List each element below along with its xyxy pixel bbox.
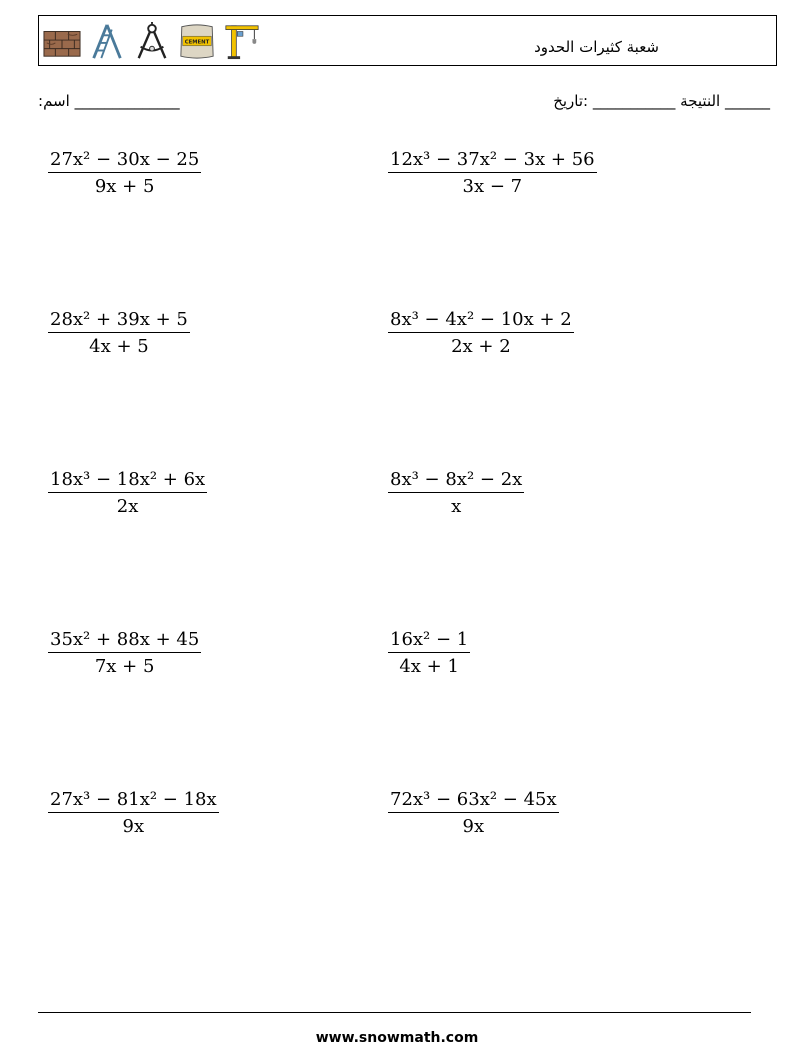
problem-denominator: 9x — [122, 816, 145, 837]
problem-numerator: 27x³ − 81x² − 18x — [48, 789, 219, 813]
date-label: :تاريخ — [553, 92, 589, 110]
problem-denominator: 7x + 5 — [94, 656, 155, 677]
worksheet-header — [38, 15, 777, 66]
date-score-field — [553, 92, 770, 110]
problem-denominator: 9x — [462, 816, 485, 837]
footer-divider — [38, 1012, 751, 1013]
cement-label: CEMENT — [184, 39, 210, 46]
problem-4 — [388, 309, 574, 357]
problem-numerator: 27x² − 30x − 25 — [48, 149, 201, 173]
problem-denominator: x — [451, 496, 462, 517]
problem-numerator: 8x³ − 8x² − 2x — [388, 469, 524, 493]
problem-10 — [388, 789, 559, 837]
problem-numerator: 12x³ − 37x² − 3x + 56 — [388, 149, 597, 173]
problem-7 — [48, 629, 201, 677]
date-blank: ______ — [725, 92, 770, 110]
problem-denominator: 4x + 5 — [89, 336, 149, 357]
problem-2 — [388, 149, 597, 197]
problem-numerator: 35x² + 88x + 45 — [48, 629, 201, 653]
problem-denominator: 9x + 5 — [94, 176, 155, 197]
problem-denominator: 3x − 7 — [462, 176, 523, 197]
name-blank: ______________ — [74, 92, 180, 110]
problem-6 — [388, 469, 524, 517]
problem-8 — [388, 629, 470, 677]
footer-url: www.snowmath.com — [315, 1030, 479, 1046]
problem-denominator: 2x + 2 — [451, 336, 511, 357]
problem-denominator: 2x — [116, 496, 139, 517]
score-blank: ___________ — [592, 92, 676, 110]
problem-numerator: 28x² + 39x + 5 — [48, 309, 190, 333]
worksheet-title: شعبة كثيرات الحدود — [534, 38, 659, 56]
problem-denominator: 4x + 1 — [399, 656, 459, 677]
name-label: :اسم — [38, 92, 70, 110]
problem-9 — [48, 789, 219, 837]
problem-numerator: 72x³ − 63x² − 45x — [388, 789, 559, 813]
problem-numerator: 16x² − 1 — [388, 629, 470, 653]
problem-3 — [48, 309, 190, 357]
problem-1 — [48, 149, 201, 197]
score-label: النتيجة — [680, 92, 721, 110]
problem-numerator: 18x³ − 18x² + 6x — [48, 469, 207, 493]
problem-5 — [48, 469, 207, 517]
problem-numerator: 8x³ − 4x² − 10x + 2 — [388, 309, 574, 333]
name-field — [38, 92, 180, 110]
